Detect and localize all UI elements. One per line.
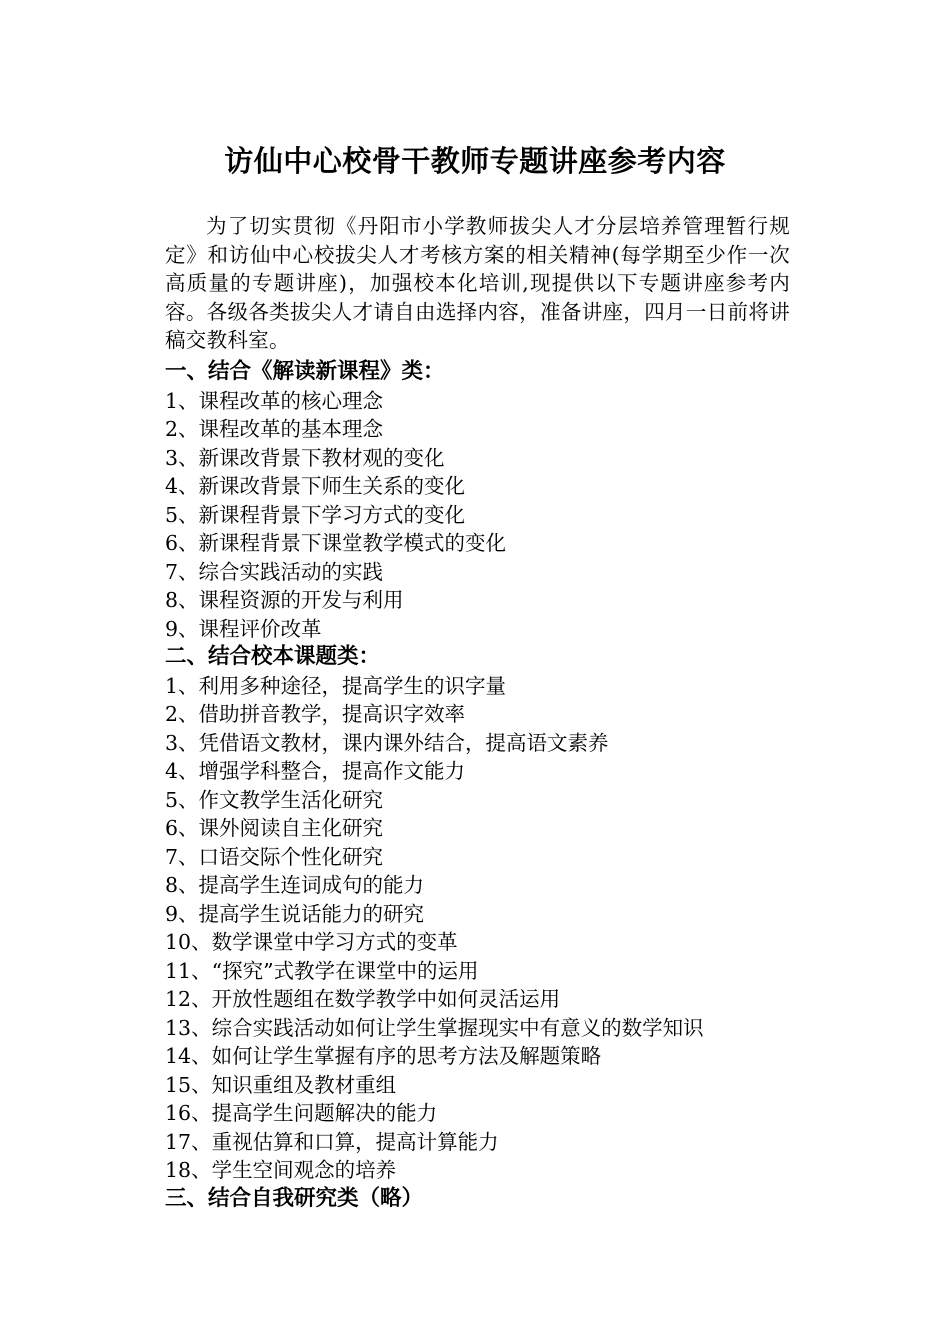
list-item: 3、凭借语文教材，课内课外结合，提高语文素养 (165, 730, 609, 755)
list-item: 7、综合实践活动的实践 (165, 559, 384, 584)
section-heading: 二、结合校本课题类： (165, 644, 381, 669)
list-item: 4、增强学科整合，提高作文能力 (165, 759, 466, 783)
document-body (165, 358, 805, 1213)
document-title: 访仙中心校骨干教师专题讲座参考内容 (224, 144, 726, 178)
list-item: 1、利用多种途径，提高学生的识字量 (165, 673, 507, 698)
list-item: 17、重视估算和口算，提高计算能力 (165, 1129, 499, 1154)
list-item: 16、提高学生问题解决的能力 (165, 1101, 438, 1125)
list-item: 18、学生空间观念的培养 (165, 1158, 397, 1182)
list-item: 11、“探究”式教学在课堂中的运用 (165, 958, 479, 983)
list-item: 6、新课程背景下课堂教学模式的变化 (165, 531, 507, 555)
list-item: 8、提高学生连词成句的能力 (165, 873, 425, 897)
list-item: 13、综合实践活动如何让学生掌握现实中有意义的数学知识 (165, 1015, 704, 1040)
list-item: 2、课程改革的基本理念 (165, 417, 384, 441)
list-item: 9、提高学生说话能力的研究 (165, 901, 425, 926)
list-item: 4、新课改背景下师生关系的变化 (165, 474, 466, 498)
list-item: 3、新课改背景下教材观的变化 (165, 445, 445, 470)
list-item: 10、数学课堂中学习方式的变革 (165, 930, 458, 954)
section-heading: 三、结合自我研究类（略） (165, 1185, 424, 1211)
list-item: 7、口语交际个性化研究 (165, 844, 384, 869)
list-item: 15、知识重组及教材重组 (165, 1072, 397, 1097)
list-item: 5、新课程背景下学习方式的变化 (165, 502, 466, 527)
section-heading: 一、结合《解读新课程》类： (165, 359, 445, 384)
list-item: 14、如何让学生掌握有序的思考方法及解题策略 (165, 1044, 602, 1068)
list-item: 6、课外阅读自主化研究 (165, 816, 384, 840)
list-item: 8、课程资源的开发与利用 (165, 588, 404, 612)
intro-paragraph: 为了切实贯彻《丹阳市小学教师拔尖人才分层培养管理暂行规定》和访仙中心校拔尖人才考核方案的相关精神(每学期至少作一次高质量的专题讲座)，加强校本化培训,现提供以下专题讲座参考内容。各级各类拔尖人才请自由选择内容，准备讲座，四月一日前将讲稿交教科室。 (165, 214, 790, 352)
list-item: 9、课程评价改革 (165, 616, 322, 641)
list-item: 12、开放性题组在数学教学中如何灵活运用 (165, 987, 561, 1011)
list-item: 2、借助拼音教学，提高识字效率 (165, 702, 466, 726)
list-item: 1、课程改革的核心理念 (165, 388, 384, 413)
list-item: 5、作文教学生活化研究 (165, 787, 384, 812)
